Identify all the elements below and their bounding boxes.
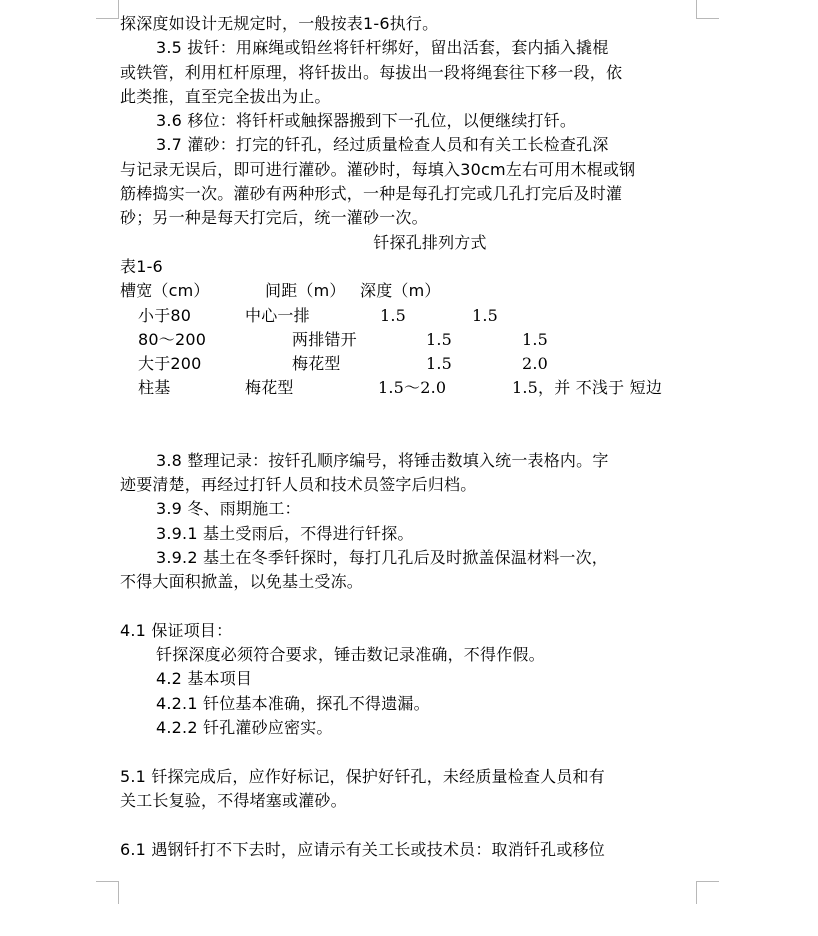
crop-mark-bottom-left	[96, 881, 119, 904]
table-cell: 梅花型	[292, 354, 341, 374]
paragraph-line: 探深度如设计无规定时，一般按表1-6执行。	[120, 14, 439, 33]
spacer	[120, 813, 700, 837]
section-3-5-line: 此类推，直至完全拔出为止。	[120, 86, 331, 106]
section-4-2-heading: 4.2 基本项目	[156, 669, 253, 689]
table-cell: 梅花型	[245, 378, 294, 398]
section-3-8-line: 3.8 整理记录：按钎孔顺序编号，将锤击数填入统一表格内。字	[156, 450, 609, 470]
table-cell: 两排错开	[292, 329, 357, 349]
table-row	[120, 328, 700, 352]
section-4-2-2-line: 4.2.2 钎孔灌砂应密实。	[156, 718, 333, 738]
section-3-6-line: 3.6 移位：将钎杆或触探器搬到下一孔位，以便继续打钎。	[156, 111, 577, 131]
section-4-2-1-line: 4.2.1 钎位基本准确，探孔不得遗漏。	[156, 693, 430, 713]
table-cell: 1.5	[472, 305, 499, 325]
section-3-5-line: 或铁管，利用杠杆原理，将钎拔出。每拔出一段将绳套往下移一段，依	[120, 62, 623, 82]
table-caption: 钎探孔排列方式	[373, 232, 487, 252]
table-row	[120, 304, 700, 328]
spacer	[120, 595, 700, 619]
section-5-1-line: 关工长复验，不得堵塞或灌砂。	[120, 790, 347, 810]
table-header-cell: 间距（m）	[265, 281, 346, 301]
spacer	[120, 401, 700, 449]
table-cell: 1.5	[522, 329, 549, 349]
table-cell: 中心一排	[245, 305, 310, 325]
crop-mark-bottom-right	[696, 881, 719, 904]
section-3-9-2-line: 不得大面积掀盖，以免基土受冻。	[120, 572, 364, 592]
section-5-1-line: 5.1 钎探完成后，应作好标记，保护好钎孔，未经质量检查人员和有	[120, 766, 605, 786]
table-cell: 1.5，并 不浅于 短边	[512, 378, 663, 398]
section-4-1-body: 钎探深度必须符合要求，锤击数记录准确，不得作假。	[156, 645, 545, 665]
section-3-7-line: 砂；另一种是每天打完后，统一灌砂一次。	[120, 208, 428, 228]
table-cell: 小于80	[138, 305, 192, 325]
section-3-9-1-line: 3.9.1 基土受雨后，不得进行钎探。	[156, 523, 414, 543]
table-cell: 1.5	[426, 354, 453, 374]
spacer	[120, 740, 700, 764]
table-row	[120, 352, 700, 376]
table-cell: 1.5～2.0	[378, 378, 447, 398]
table-cell: 1.5	[426, 329, 453, 349]
table-header-row	[120, 279, 700, 303]
table-header-cell: 深度（m）	[360, 281, 441, 301]
table-cell: 2.0	[522, 354, 549, 374]
section-3-9-heading: 3.9 冬、雨期施工：	[156, 499, 301, 519]
section-3-9-2-line: 3.9.2 基土在冬季钎探时，每打几孔后及时掀盖保温材料一次，	[156, 547, 608, 567]
section-3-7-line: 筋棒捣实一次。灌砂有两种形式，一种是每孔打完或几孔打完后及时灌	[120, 184, 623, 204]
section-4-1-heading: 4.1 保证项目：	[120, 620, 233, 640]
table-cell: 柱基	[138, 378, 171, 398]
section-3-7-line: 与记录无误后，即可进行灌砂。灌砂时，每填入30cm左右可用木棍或钢	[120, 159, 636, 179]
section-6-1-line: 6.1 遇钢钎打不下去时，应请示有关工长或技术员：取消钎孔或移位	[120, 839, 605, 859]
table-row	[120, 376, 700, 400]
table-header-cell: 槽宽（cm）	[120, 281, 210, 301]
section-3-5-line: 3.5 拔钎：用麻绳或铅丝将钎杆绑好，留出活套，套内插入撬棍	[156, 38, 609, 58]
table-cell: 大于200	[138, 354, 202, 374]
table-label: 表1-6	[120, 256, 163, 276]
table-cell: 1.5	[380, 305, 407, 325]
section-3-8-line: 迹要清楚，再经过打钎人员和技术员签字后归档。	[120, 475, 477, 495]
document-body	[120, 12, 700, 862]
section-3-7-line: 3.7 灌砂：打完的钎孔，经过质量检查人员和有关工长检查孔深	[156, 135, 609, 155]
table-cell: 80～200	[138, 329, 207, 349]
crop-mark-top-left	[96, 0, 119, 19]
